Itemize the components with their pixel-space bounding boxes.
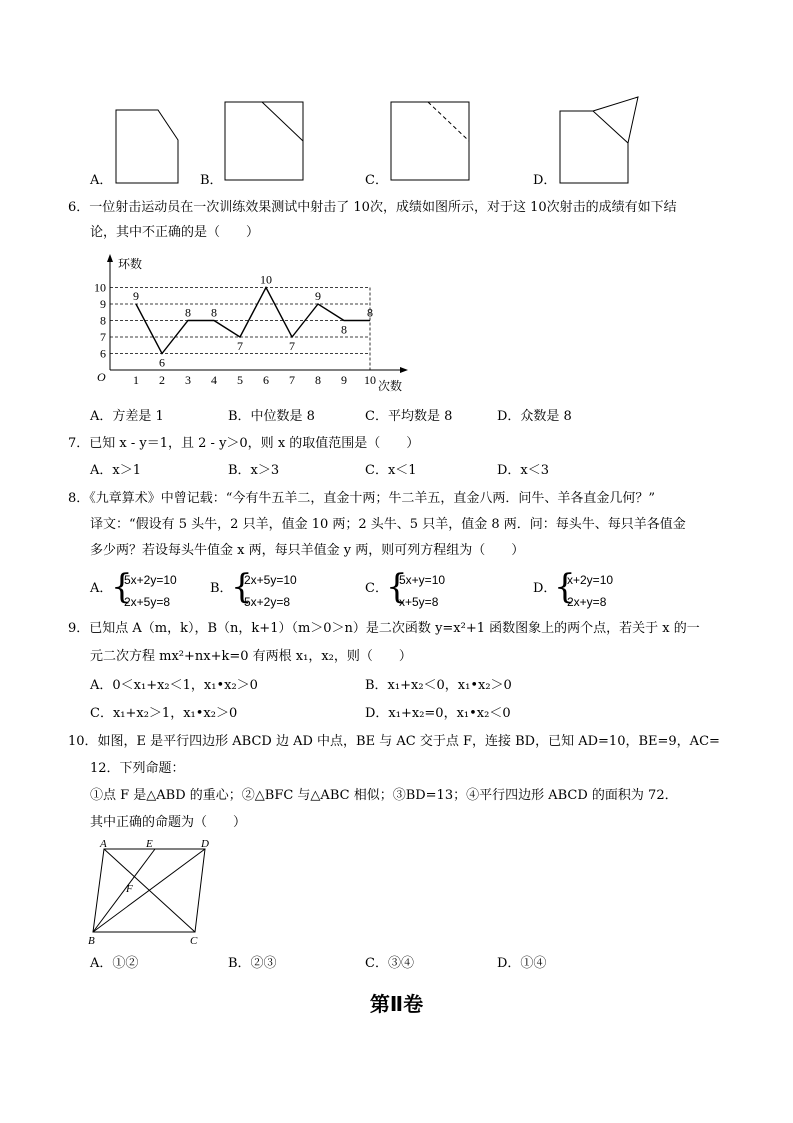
data-label-shot-7: 7 (289, 339, 295, 353)
point-label-a: A (100, 838, 107, 850)
q8-option-d-eq1: x+2y=10 (567, 573, 614, 587)
data-label-shot-4: 8 (211, 305, 217, 320)
section-title: 第Ⅱ卷 (369, 992, 424, 1016)
q5-figure-d (560, 111, 628, 183)
point-label-d: D (201, 838, 209, 850)
data-label-shot-8: 9 (315, 289, 321, 303)
q8-line3: 多少两？若设每头牛值金 x 两，每只羊值金 y 两，则可列方程组为（ ） (90, 543, 525, 558)
q10-line4: 其中正确的命题为（ ） (90, 815, 247, 830)
data-label-shot-6: 10 (260, 272, 272, 287)
x-tick-label-6: 6 (263, 373, 269, 387)
origin-label: O (97, 370, 106, 384)
x-tick-label-5: 5 (237, 373, 243, 387)
q5-option-d-label: D． (533, 173, 557, 188)
x-tick-label-10: 10 (364, 373, 376, 387)
q5-figures (0, 90, 793, 190)
x-tick-label-9: 9 (341, 373, 347, 387)
q6-stem-line2: 论，其中不正确的是（ ） (90, 225, 260, 240)
data-label-shot-2: 6 (159, 355, 165, 370)
q5-option-b-label: B． (200, 173, 223, 188)
q8-option-c-eq1: 5x+y=10 (399, 573, 446, 587)
q8-option-d-eq2: 2x+y=8 (567, 595, 607, 609)
q8-option-a-eq1: 5x+2y=10 (124, 573, 177, 587)
q10-option-a: A．①② (90, 956, 139, 971)
q8-option-a-label: A． (90, 581, 113, 596)
q7-option-c: C．x＜1 (365, 463, 417, 478)
q8-option-c-label: C． (365, 581, 388, 596)
point-label-e: E (146, 838, 153, 850)
point-label-c: C (190, 935, 198, 947)
q10-option-c: C．③④ (365, 956, 414, 971)
q8-option-d-label: D． (533, 581, 557, 596)
x-tick-label-1: 1 (133, 373, 139, 387)
q7-option-a: A．x＞1 (90, 463, 141, 478)
q6-stem-line1: 6．一位射击运动员在一次训练效果测试中射击了 10次，成绩如图所示，对于这 10次射击的成绩有如下结 (68, 200, 677, 215)
data-label-shot-3: 8 (185, 305, 191, 320)
q8-line1: 8．《九章算术》中曾记载：“今有牛五羊二，直金十两；牛二羊五，直金八两．问牛、羊各直金几何？” (68, 491, 656, 506)
q8-option-b-brace: { (231, 567, 253, 607)
q6-option-b: B．中位数是 8 (228, 409, 315, 424)
q5-figure-b (225, 102, 303, 180)
q10-line2: 12．下列命题： (90, 761, 185, 776)
q7-option-d: D．x＜3 (497, 463, 550, 478)
data-label-shot-5: 7 (237, 339, 243, 353)
q5-figure-a (116, 110, 178, 183)
point-label-f: F (126, 883, 133, 895)
y-axis-label: 环数 (118, 257, 143, 271)
point-label-b: B (88, 935, 95, 947)
q10-line1: 10．如图，E 是平行四边形 ABCD 边 AD 中点，BE 与 AC 交于点 F，连接 BD，已知 AD=10，BE=9，AC= (68, 734, 720, 749)
shooting-score-chart (90, 252, 420, 400)
q6-option-c: C．平均数是 8 (365, 409, 453, 424)
y-tick-label-10: 10 (94, 280, 106, 295)
q8-option-c-brace: { (386, 567, 408, 607)
q6-option-a: A．方差是 1 (90, 409, 164, 424)
q9-line2: 元二次方程 mx²+nx+k=0 有两根 x₁，x₂，则（ ） (90, 649, 412, 664)
q9-option-c: C．x₁+x₂＞1，x₁•x₂＞0 (90, 706, 238, 721)
x-axis-arrow (400, 367, 408, 373)
data-label-shot-9: 8 (341, 322, 347, 337)
data-label-shot-1: 9 (133, 289, 139, 303)
q8-option-a-eq2: 2x+5y=8 (124, 595, 171, 609)
q6-option-d: D．众数是 8 (497, 409, 572, 424)
q9-option-b: B．x₁+x₂＜0，x₁•x₂＞0 (365, 678, 512, 693)
x-tick-label-2: 2 (159, 373, 165, 387)
x-tick-label-8: 8 (315, 373, 321, 387)
q9-option-d: D．x₁+x₂=0，x₁•x₂＜0 (365, 706, 511, 721)
q8-option-c-eq2: x+5y=8 (399, 595, 439, 609)
q8-line2: 译文：“假设有 5 头牛，2 只羊，值金 10 两；2 头牛、5 只羊，值金 8 两．问：每头牛、每只羊各值金 (90, 517, 686, 532)
y-axis-arrow (107, 254, 113, 262)
q10-parallelogram-figure (85, 836, 225, 948)
q8-option-b-eq1: 2x+5y=10 (244, 573, 297, 587)
y-tick-label-6: 6 (100, 346, 106, 361)
q5-figure-c (391, 102, 469, 180)
q8-option-d-brace: { (554, 567, 576, 607)
q10-option-b: B．②③ (228, 956, 277, 971)
q7-option-b: B．x＞3 (228, 463, 280, 478)
y-tick-label-8: 8 (100, 313, 106, 328)
q8-option-a-brace: { (111, 567, 133, 607)
q9-option-a: A．0＜x₁+x₂＜1，x₁•x₂＞0 (90, 678, 258, 693)
x-axis-label: 次数 (378, 379, 403, 393)
x-tick-label-3: 3 (185, 373, 191, 387)
q8-option-b-eq2: 5x+2y=8 (244, 595, 291, 609)
q10-option-d: D．①④ (497, 956, 547, 971)
segment-bd (93, 849, 205, 932)
x-tick-label-4: 4 (211, 373, 217, 387)
q5-option-c-label: C． (365, 173, 388, 188)
q7-stem: 7．已知 x - y＝1，且 2 - y＞0，则 x 的取值范围是（ ） (68, 436, 420, 451)
q5-option-a-label: A． (90, 173, 113, 188)
q10-line3: ①点 F 是△ABD 的重心；②△BFC 与△ABC 相似；③BD=13；④平行四边形 ABCD 的面积为 72． (90, 788, 678, 803)
q8-option-b-label: B． (210, 581, 233, 596)
y-tick-label-9: 9 (100, 297, 106, 311)
y-tick-label-7: 7 (100, 330, 106, 344)
x-tick-label-7: 7 (289, 373, 295, 387)
q9-line1: 9．已知点 A（m，k），B（n，k+1）（m＞0＞n）是二次函数 y=x²+1 函数图象上的两个点，若关于 x 的一 (68, 621, 700, 636)
data-label-shot-10: 8 (367, 305, 373, 320)
